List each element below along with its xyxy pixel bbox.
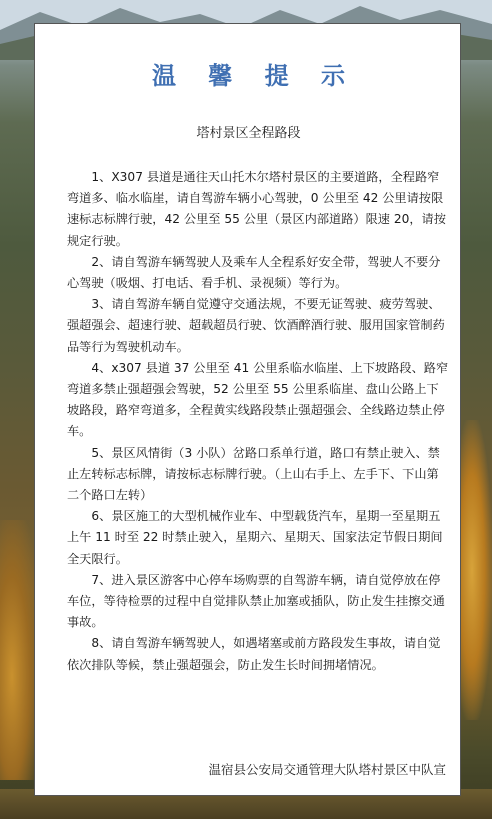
notice-paragraph-2: 2、请自驾游车辆驾驶人及乘车人全程系好安全带，驾驶人不要分心驾驶（吸烟、打电话、看手机、录视频）等行为。 bbox=[67, 254, 441, 291]
notice-title: 温 馨 提 示 bbox=[151, 62, 358, 90]
notice-paragraph-8: 8、请自驾游车辆驾驶人，如遇堵塞或前方路段发生事故，请自觉依次排队等候，禁止强超强会，防止发生长时间拥堵情况。 bbox=[67, 636, 441, 672]
notice-panel bbox=[34, 23, 461, 796]
notice-body bbox=[67, 167, 449, 676]
notice-subtitle: 塔村景区全程路段 bbox=[196, 126, 301, 141]
notice-paragraph-4: 4、x307 县道 37 公里至 41 公里系临水临崖、上下坡路段、路窄弯道多禁止强超强会驾驶，52 公里至 55 公里系临崖、盘山公路上下坡路段，路窄弯道多，全程黄实线路段禁止强超强会、全线路边禁止停车。 bbox=[67, 360, 449, 439]
notice-paragraph-5: 5、景区风情街（3 小队）岔路口系单行道，路口有禁止驶入、禁止左转标志标牌，请按标志标牌行驶。（上山右手上、左手下、下山第二个路口左转） bbox=[67, 445, 440, 503]
notice-paragraph-6: 6、景区施工的大型机械作业车、中型载货汽车，星期一至星期五上午 11 时至 22 时禁止驶入，星期六、星期天、国家法定节假日期间全天限行。 bbox=[67, 509, 443, 566]
notice-footer: 温宿县公安局交通管理大队塔村景区中队宣 bbox=[208, 762, 446, 777]
notice-paragraph-1: 1、X307 县道是通往天山托木尔塔村景区的主要道路，全程路窄弯道多、临水临崖，请自驾游车辆小心驾驶，0 公里至 42 公里请按限速标志标牌行驶，42 公里至 55 公里（景区内部道路）限速 20，请按规定行驶。 bbox=[67, 170, 446, 248]
notice-paragraph-7: 7、进入景区游客中心停车场购票的自驾游车辆，请自觉停放在停车位，等待检票的过程中自觉排队禁止加塞或插队，防止发生挂擦交通事故。 bbox=[67, 572, 445, 630]
notice-paragraph-3: 3、请自驾游车辆自觉遵守交通法规，不要无证驾驶、疲劳驾驶、强超强会、超速行驶、超载超员行驶、饮酒醉酒行驶、服用国家管制药品等行为驾驶机动车。 bbox=[67, 297, 445, 354]
